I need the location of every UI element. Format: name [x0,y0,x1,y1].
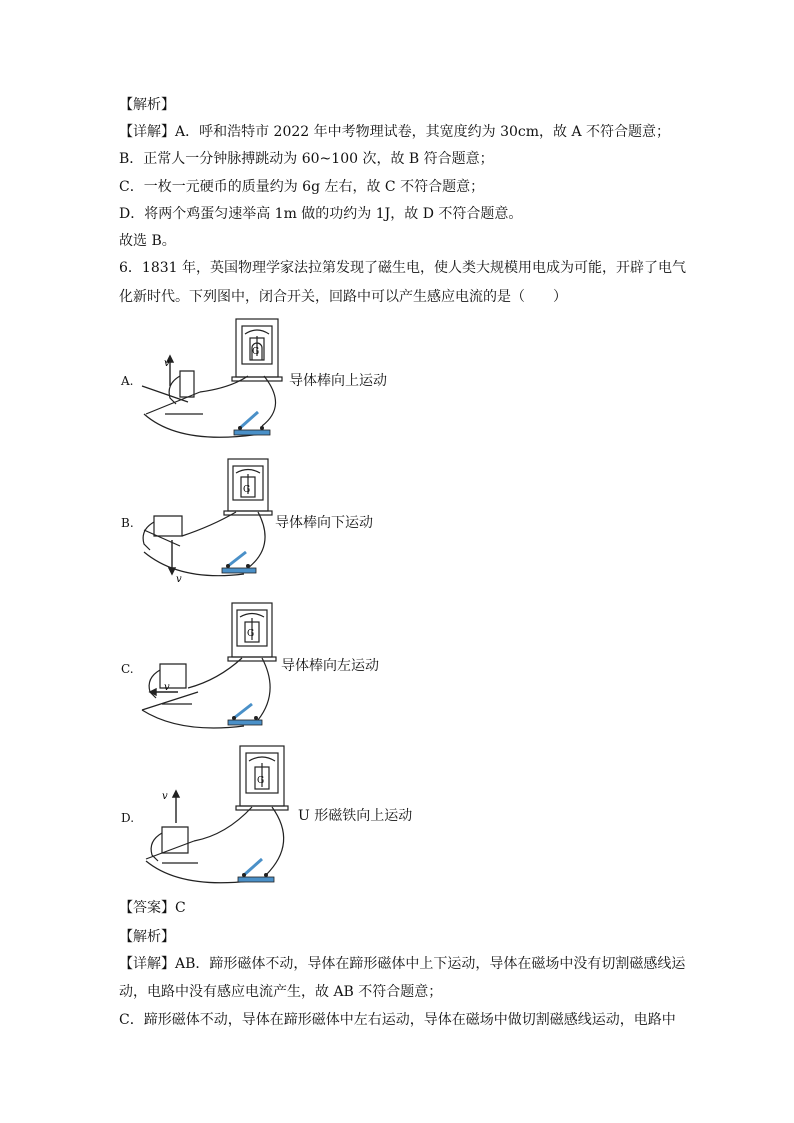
option-d-letter: D. [121,811,135,825]
detail-line-a: 【详解】A．呼和浩特市 2022 年中考物理试卷，其宽度约为 30cm，故 A 不符合题意； [119,124,671,140]
option-d-meter-symbol: G [257,776,265,786]
option-a-figure [140,316,290,444]
option-d-v-label: v [162,791,168,802]
option-b-figure [140,456,275,586]
option-c-caption: 导体棒向左运动 [281,658,379,674]
option-a-meter-symbol: G [252,347,260,357]
option-a-caption: 导体棒向上运动 [289,373,387,389]
option-b-v-label: v [176,574,182,585]
detail-line-c: C．一枚一元硬币的质量约为 6g 左右，故 C 不符合题意； [119,179,485,195]
option-c-v-label: v [164,682,170,693]
detail2-line-1: 【详解】AB．蹄形磁体不动，导体在蹄形磁体中上下运动，导体在磁场中没有切割磁感线运 [119,956,686,972]
question-line-2: 化新时代。下列图中，闭合开关，回路中可以产生感应电流的是（ ） [119,289,567,305]
option-b-caption: 导体棒向下运动 [275,515,373,531]
option-b-letter: B. [121,516,134,530]
detail-line-d: D．将两个鸡蛋匀速举高 1m 做的功约为 1J，故 D 不符合题意。 [119,206,523,222]
option-c-meter-symbol: G [247,629,255,639]
detail2-line-2: 动，电路中没有感应电流产生，故 AB 不符合题意； [119,984,443,1000]
option-d-caption: U 形磁铁向上运动 [298,808,413,824]
detail-line-b: B．正常人一分钟脉搏跳动为 60~100 次，故 B 符合题意； [119,151,494,167]
detail2-line-3: C．蹄形磁体不动，导体在蹄形磁体中左右运动，导体在磁场中做切割磁感线运动，电路中 [119,1012,676,1028]
analysis-heading: 【解析】 [119,97,175,113]
conclusion-line: 故选 B。 [119,233,176,249]
option-a-letter: A. [121,374,134,388]
option-d-figure [140,743,300,889]
option-b-meter-symbol: G [243,485,251,495]
analysis2-heading: 【解析】 [119,929,175,945]
option-c-figure [140,600,280,732]
answer-line: 【答案】C [119,900,186,916]
option-c-letter: C. [121,662,134,676]
question-line-1: 6．1831 年，英国物理学家法拉第发现了磁生电，使人类大规模用电成为可能，开辟了电气 [119,260,686,276]
option-a-v-label: v [164,358,170,369]
